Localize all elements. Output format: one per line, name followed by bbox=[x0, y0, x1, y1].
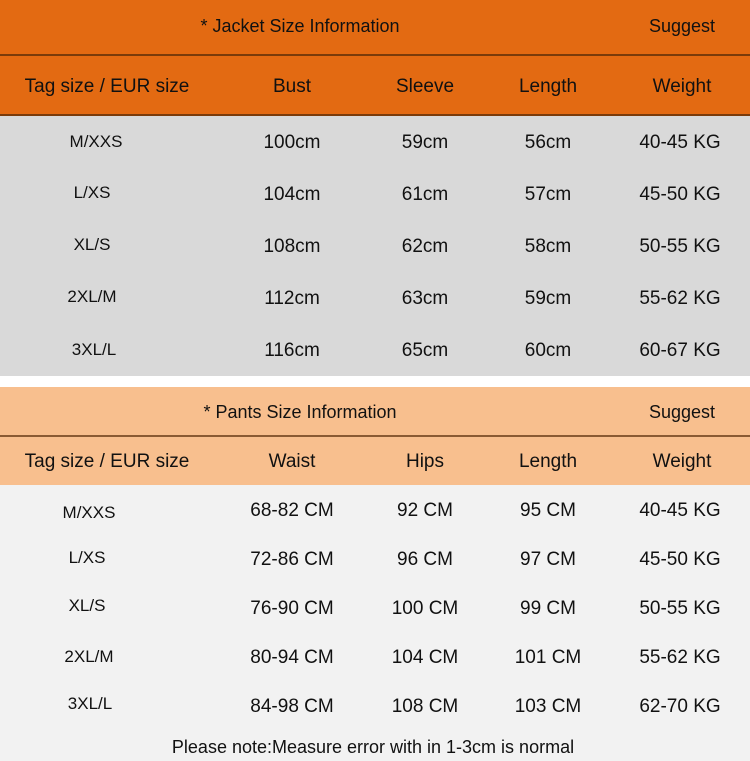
pants-table-body bbox=[0, 485, 750, 761]
jacket-length: 58cm bbox=[524, 236, 572, 257]
pants-weight: 45-50 KG bbox=[639, 549, 721, 570]
pants-length: 99 CM bbox=[520, 598, 576, 619]
jacket-sleeve: 63cm bbox=[401, 288, 449, 309]
pants-weight: 40-45 KG bbox=[639, 500, 721, 521]
pants-header-length: Length bbox=[518, 451, 578, 472]
jacket-bust: 108cm bbox=[263, 236, 321, 257]
pants-length: 95 CM bbox=[520, 500, 576, 521]
jacket-weight: 50-55 KG bbox=[639, 236, 721, 257]
jacket-header-length: Length bbox=[518, 76, 578, 97]
pants-size: 2XL/M bbox=[64, 647, 114, 666]
pants-suggest-label: Suggest bbox=[648, 402, 716, 422]
jacket-length: 60cm bbox=[524, 340, 572, 361]
jacket-weight: 40-45 KG bbox=[639, 132, 721, 153]
pants-header-waist: Waist bbox=[268, 451, 316, 472]
pants-size: 3XL/L bbox=[67, 694, 113, 713]
measurement-note: Please note:Measure error with in 1-3cm is normal bbox=[171, 737, 575, 757]
pants-length: 97 CM bbox=[520, 549, 576, 570]
pants-header-tag-size: Tag size / EUR size bbox=[24, 451, 190, 472]
jacket-table-body bbox=[0, 116, 750, 376]
pants-size: L/XS bbox=[68, 548, 106, 567]
jacket-size: 3XL/L bbox=[71, 340, 117, 359]
pants-hips: 100 CM bbox=[391, 598, 459, 619]
jacket-size: M/XXS bbox=[69, 132, 123, 151]
jacket-weight: 55-62 KG bbox=[639, 288, 721, 309]
pants-size: XL/S bbox=[68, 596, 106, 615]
jacket-suggest-label: Suggest bbox=[648, 16, 716, 36]
pants-length: 103 CM bbox=[514, 696, 582, 717]
jacket-weight: 60-67 KG bbox=[639, 340, 721, 361]
jacket-sleeve: 59cm bbox=[401, 132, 449, 153]
jacket-sleeve: 62cm bbox=[401, 236, 449, 257]
pants-title: * Pants Size Information bbox=[203, 402, 397, 422]
jacket-size: 2XL/M bbox=[67, 287, 117, 306]
jacket-bust: 100cm bbox=[263, 132, 321, 153]
pants-waist: 76-90 CM bbox=[250, 598, 334, 619]
jacket-size: XL/S bbox=[73, 235, 111, 254]
pants-hips: 104 CM bbox=[391, 647, 459, 668]
jacket-length: 56cm bbox=[524, 132, 572, 153]
pants-waist: 72-86 CM bbox=[250, 549, 334, 570]
pants-waist: 68-82 CM bbox=[250, 500, 334, 521]
jacket-header-weight: Weight bbox=[652, 76, 712, 97]
pants-header-hips: Hips bbox=[405, 451, 445, 472]
pants-size: M/XXS bbox=[62, 503, 116, 522]
pants-hips: 108 CM bbox=[391, 696, 459, 717]
pants-waist: 84-98 CM bbox=[250, 696, 334, 717]
jacket-header-sleeve: Sleeve bbox=[395, 76, 455, 97]
pants-hips: 96 CM bbox=[397, 549, 453, 570]
pants-hips: 92 CM bbox=[397, 500, 453, 521]
jacket-bust: 116cm bbox=[264, 340, 320, 361]
pants-weight: 50-55 KG bbox=[639, 598, 721, 619]
pants-length: 101 CM bbox=[514, 647, 582, 668]
pants-weight: 55-62 KG bbox=[639, 647, 721, 668]
jacket-header-tag-size: Tag size / EUR size bbox=[24, 76, 190, 97]
jacket-sleeve: 65cm bbox=[401, 340, 449, 361]
pants-weight: 62-70 KG bbox=[639, 696, 721, 717]
jacket-bust: 104cm bbox=[263, 184, 321, 205]
jacket-weight: 45-50 KG bbox=[639, 184, 721, 205]
jacket-length: 57cm bbox=[524, 184, 572, 205]
pants-header-weight: Weight bbox=[652, 451, 712, 472]
pants-waist: 80-94 CM bbox=[250, 647, 334, 668]
jacket-sleeve: 61cm bbox=[401, 184, 449, 205]
jacket-size: L/XS bbox=[73, 183, 111, 202]
jacket-length: 59cm bbox=[524, 288, 572, 309]
jacket-title: * Jacket Size Information bbox=[200, 16, 400, 36]
jacket-bust: 112cm bbox=[264, 288, 320, 309]
jacket-header-bust: Bust bbox=[272, 76, 312, 97]
